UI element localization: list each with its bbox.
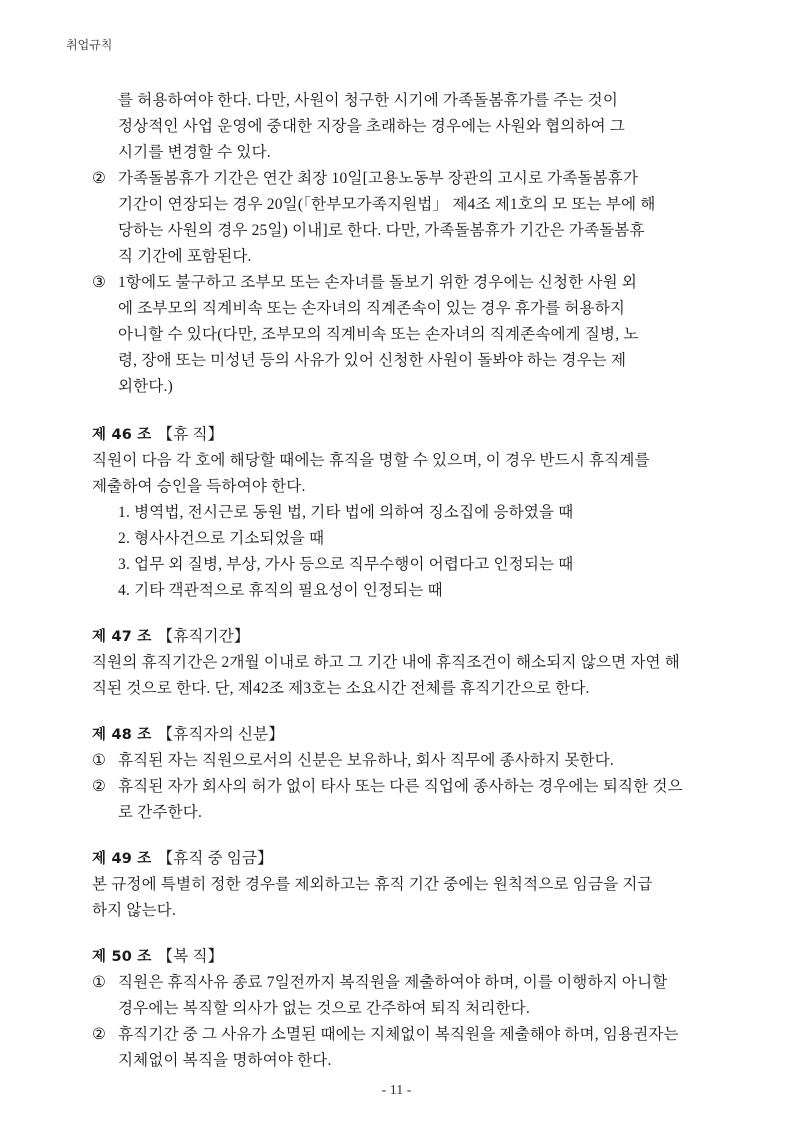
running-header: 취업규칙	[66, 38, 113, 52]
clause-line: 외한다.)	[118, 378, 173, 395]
article-body-line: 하지 않는다.	[92, 902, 177, 919]
article-number: 제 49 조	[92, 851, 152, 867]
clause-line: 기간이 연장되는 경우 20일(「한부모가족지원법」 제4조 제1호의 모 또는 부에 해	[118, 196, 656, 213]
article-body-line: 직원의 휴직기간은 2개월 이내로 하고 그 기간 내에 휴직조건이 해소되지 않으면 자연 해	[92, 654, 680, 671]
clause-line: 로 간주한다.	[118, 804, 203, 821]
clause-line: 지체없이 복직을 명하여야 한다.	[118, 1052, 332, 1069]
clause-number: ②	[92, 778, 107, 795]
article-49	[92, 846, 712, 924]
clause-item	[92, 166, 712, 270]
clause-line: 직원은 휴직사유 종료 7일전까지 복직원을 제출하여야 하며, 이를 이행하지 아니할	[118, 974, 668, 991]
clause-line: 당하는 사원의 경우 25일) 이내]로 한다. 다만, 가족돌봄휴가 기간은 가족돌봄휴	[118, 222, 645, 239]
article-48	[92, 722, 712, 826]
article-50	[92, 944, 712, 1074]
article-heading	[92, 944, 712, 970]
subitem-line: 1. 병역법, 전시근로 동원 법, 기타 법에 의하여 징소집에 응하였을 때	[118, 504, 574, 521]
article-title: 【휴 직】	[157, 426, 224, 443]
article-46	[92, 422, 712, 604]
article-body-line: 제출하여 승인을 득하여야 한다.	[92, 478, 306, 495]
article-title: 【휴직기간】	[157, 628, 250, 645]
clause-item	[92, 1022, 712, 1074]
article-body-line: 직원이 다음 각 호에 해당할 때에는 휴직을 명할 수 있으며, 이 경우 반드시 휴직계를	[92, 452, 650, 469]
clause-line: 령, 장애 또는 미성년 등의 사유가 있어 신청한 사원이 돌봐야 하는 경우는 제	[118, 352, 627, 369]
clause-number: ①	[92, 974, 107, 991]
clause-line: 휴직기간 중 그 사유가 소멸된 때에는 지체없이 복직원을 제출해야 하며, 임용권자는	[118, 1026, 679, 1043]
article-title: 【휴직 중 임금】	[157, 850, 273, 867]
clause-line: 1항에도 불구하고 조부모 또는 손자녀를 돌보기 위한 경우에는 신청한 사원 외	[118, 274, 638, 291]
article-title: 【복 직】	[157, 948, 224, 965]
continued-paragraph-line: 정상적인 사업 운영에 중대한 지장을 초래하는 경우에는 사원와 협의하여 그	[118, 118, 626, 135]
article-heading	[92, 722, 712, 748]
clause-line: 에 조부모의 직계비속 또는 손자녀의 직계존속이 있는 경우 휴가를 허용하지	[118, 300, 626, 317]
continued-paragraph-line: 를 허용하여야 한다. 다만, 사원이 청구한 시기에 가족돌봄휴가를 주는 것이	[118, 92, 619, 109]
clause-item	[92, 270, 712, 400]
clause-number: ③	[92, 274, 107, 291]
article-number: 제 47 조	[92, 629, 152, 645]
clause-line: 직 기간에 포함된다.	[118, 248, 252, 265]
prev-article-continuation	[92, 88, 712, 400]
article-number: 제 46 조	[92, 427, 152, 443]
subitem-line: 4. 기타 객관적으로 휴직의 필요성이 인정되는 때	[118, 582, 443, 599]
clause-line: 가족돌봄휴가 기간은 연간 최장 10일[고용노동부 장관의 고시로 가족돌봄휴가	[118, 170, 639, 187]
subitem-line: 3. 업무 외 질병, 부상, 가사 등으로 직무수행이 어렵다고 인정되는 때	[118, 556, 574, 573]
article-body-line: 본 규정에 특별히 정한 경우를 제외하고는 휴직 기간 중에는 원칙적으로 임금을 지급	[92, 876, 653, 893]
document-body	[92, 88, 712, 1074]
clause-line: 경우에는 복직할 의사가 없는 것으로 간주하여 퇴직 처리한다.	[118, 1000, 530, 1017]
clause-item	[92, 970, 712, 1022]
clause-number: ②	[92, 170, 107, 187]
article-heading	[92, 422, 712, 448]
article-title: 【휴직자의 신분】	[157, 726, 285, 743]
continued-paragraph-line: 시기를 변경할 수 있다.	[118, 144, 271, 161]
clause-line: 휴직된 자가 회사의 허가 없이 타사 또는 다른 직업에 종사하는 경우에는 퇴직한 것으	[118, 778, 683, 795]
article-47	[92, 624, 712, 702]
clause-item	[92, 774, 712, 826]
article-number: 제 50 조	[92, 949, 152, 965]
clause-line: 휴직된 자는 직원으로서의 신분은 보유하나, 회사 직무에 종사하지 못한다.	[118, 752, 614, 769]
article-number: 제 48 조	[92, 727, 152, 743]
article-heading	[92, 846, 712, 872]
page-number: - 11 -	[381, 1083, 412, 1098]
subitem-line: 2. 형사사건으로 기소되었을 때	[118, 530, 325, 547]
article-body-line: 직된 것으로 한다. 단, 제42조 제3호는 소요시간 전체를 휴직기간으로 한다.	[92, 680, 590, 697]
clause-item	[92, 748, 712, 774]
article-heading	[92, 624, 712, 650]
clause-number: ②	[92, 1026, 107, 1043]
clause-number: ①	[92, 752, 107, 769]
clause-line: 아니할 수 있다(다만, 조부모의 직계비속 또는 손자녀의 직계존속에게 질병, 노	[118, 326, 639, 343]
